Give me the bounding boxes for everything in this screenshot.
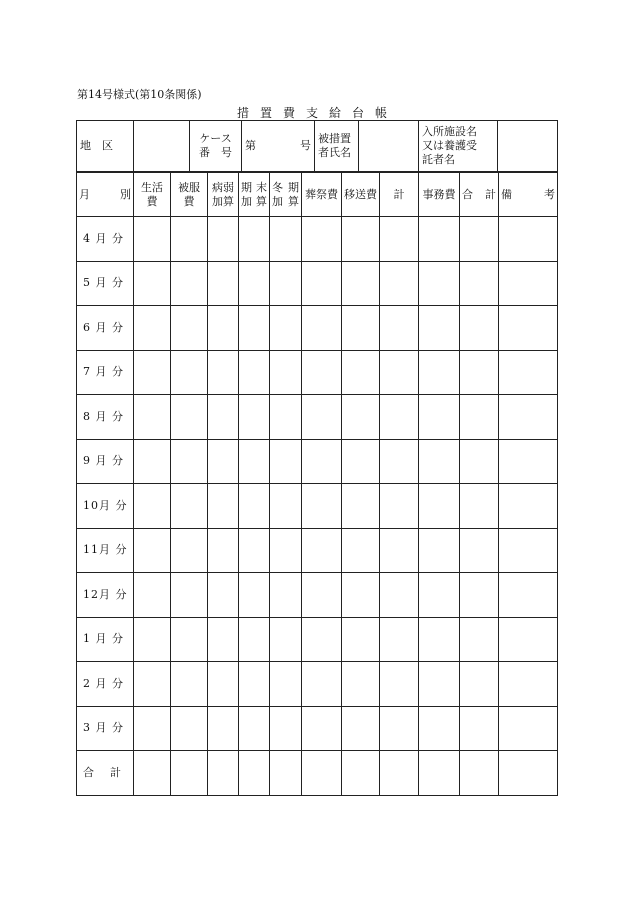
table-cell[interactable] xyxy=(134,306,171,351)
table-cell[interactable] xyxy=(460,306,499,351)
table-cell[interactable] xyxy=(239,484,270,529)
district-field[interactable] xyxy=(134,121,190,172)
table-cell[interactable] xyxy=(302,706,342,751)
table-cell[interactable] xyxy=(419,617,460,662)
table-cell[interactable] xyxy=(270,573,302,618)
table-cell[interactable] xyxy=(419,706,460,751)
table-cell[interactable] xyxy=(171,261,208,306)
table-cell[interactable] xyxy=(499,306,558,351)
table-cell[interactable] xyxy=(419,217,460,262)
table-cell[interactable] xyxy=(208,617,239,662)
table-row xyxy=(77,306,558,351)
table-cell[interactable] xyxy=(134,662,171,707)
table-cell[interactable] xyxy=(419,751,460,796)
table-cell[interactable] xyxy=(419,439,460,484)
table-cell[interactable] xyxy=(270,484,302,529)
table-cell[interactable] xyxy=(208,528,239,573)
table-cell[interactable] xyxy=(171,617,208,662)
table-cell[interactable] xyxy=(171,484,208,529)
table-cell[interactable] xyxy=(460,573,499,618)
table-cell[interactable] xyxy=(419,350,460,395)
table-cell[interactable] xyxy=(270,217,302,262)
table-cell[interactable] xyxy=(460,484,499,529)
case-number-field[interactable]: 第 号 xyxy=(242,121,315,172)
table-cell[interactable] xyxy=(342,706,380,751)
table-cell[interactable] xyxy=(499,706,558,751)
table-cell[interactable] xyxy=(302,484,342,529)
table-cell[interactable] xyxy=(134,217,171,262)
table-cell[interactable] xyxy=(302,395,342,440)
table-cell[interactable] xyxy=(270,395,302,440)
table-cell[interactable] xyxy=(419,261,460,306)
row-label: 11月 分 xyxy=(77,528,134,573)
table-cell[interactable] xyxy=(460,217,499,262)
person-name-field[interactable] xyxy=(359,121,419,172)
table-cell[interactable] xyxy=(342,662,380,707)
table-cell[interactable] xyxy=(208,261,239,306)
table-cell[interactable] xyxy=(499,484,558,529)
table-cell[interactable] xyxy=(380,439,419,484)
table-cell[interactable] xyxy=(380,484,419,529)
table-cell[interactable] xyxy=(134,617,171,662)
table-cell[interactable] xyxy=(239,350,270,395)
table-row xyxy=(77,617,558,662)
table-cell[interactable] xyxy=(460,662,499,707)
total-row xyxy=(77,751,558,796)
table-cell[interactable] xyxy=(460,261,499,306)
table-cell[interactable] xyxy=(419,528,460,573)
table-cell[interactable] xyxy=(171,662,208,707)
table-cell[interactable] xyxy=(171,395,208,440)
table-cell[interactable] xyxy=(270,528,302,573)
table-cell[interactable] xyxy=(380,217,419,262)
total-row-label: 合 計 xyxy=(77,751,134,796)
table-cell[interactable] xyxy=(342,573,380,618)
person-name-label: 被措置 者氏名 xyxy=(315,121,359,172)
table-cell[interactable] xyxy=(499,617,558,662)
form-caption: 第14号様式(第10条関係) xyxy=(77,88,202,101)
table-cell[interactable] xyxy=(270,751,302,796)
table-cell[interactable] xyxy=(302,306,342,351)
table-cell[interactable] xyxy=(239,306,270,351)
table-cell[interactable] xyxy=(302,617,342,662)
table-cell[interactable] xyxy=(171,350,208,395)
table-cell[interactable] xyxy=(380,573,419,618)
table-cell[interactable] xyxy=(499,395,558,440)
table-cell[interactable] xyxy=(499,528,558,573)
table-cell[interactable] xyxy=(419,662,460,707)
table-cell[interactable] xyxy=(134,528,171,573)
table-cell[interactable] xyxy=(208,439,239,484)
table-cell[interactable] xyxy=(380,395,419,440)
table-cell[interactable] xyxy=(499,439,558,484)
table-row xyxy=(77,662,558,707)
table-cell[interactable] xyxy=(134,484,171,529)
facility-field[interactable] xyxy=(498,121,558,172)
table-cell[interactable] xyxy=(270,306,302,351)
table-cell[interactable] xyxy=(208,306,239,351)
col-clothing: 被服費 xyxy=(171,173,208,217)
table-cell[interactable] xyxy=(302,439,342,484)
table-row xyxy=(77,261,558,306)
table-cell[interactable] xyxy=(134,439,171,484)
table-cell[interactable] xyxy=(171,217,208,262)
row-label: 1 月 分 xyxy=(77,617,134,662)
table-cell[interactable] xyxy=(171,706,208,751)
col-period-end-addition: 期 末 加 算 xyxy=(239,173,270,217)
col-month: 月 別 xyxy=(77,173,134,217)
table-cell[interactable] xyxy=(171,439,208,484)
table-cell[interactable] xyxy=(342,350,380,395)
form-title: 措置費支給台帳 xyxy=(237,106,399,120)
table-cell[interactable] xyxy=(302,217,342,262)
table-cell[interactable] xyxy=(270,662,302,707)
row-label: 2 月 分 xyxy=(77,662,134,707)
table-cell[interactable] xyxy=(342,217,380,262)
table-cell[interactable] xyxy=(499,350,558,395)
table-cell[interactable] xyxy=(419,395,460,440)
table-cell[interactable] xyxy=(270,617,302,662)
table-cell[interactable] xyxy=(460,617,499,662)
row-label: 9 月 分 xyxy=(77,439,134,484)
row-label: 7 月 分 xyxy=(77,350,134,395)
table-cell[interactable] xyxy=(208,217,239,262)
table-row xyxy=(77,439,558,484)
table-cell[interactable] xyxy=(239,751,270,796)
table-cell[interactable] xyxy=(419,306,460,351)
table-cell[interactable] xyxy=(499,662,558,707)
table-cell[interactable] xyxy=(499,217,558,262)
table-cell[interactable] xyxy=(171,573,208,618)
ledger-body xyxy=(77,217,558,796)
table-cell[interactable] xyxy=(380,306,419,351)
row-label: 5 月 分 xyxy=(77,261,134,306)
table-cell[interactable] xyxy=(208,751,239,796)
table-cell[interactable] xyxy=(239,662,270,707)
table-cell[interactable] xyxy=(380,261,419,306)
table-row xyxy=(77,484,558,529)
table-cell[interactable] xyxy=(302,261,342,306)
table-cell[interactable] xyxy=(134,350,171,395)
table-cell[interactable] xyxy=(499,261,558,306)
col-living: 生活費 xyxy=(134,173,171,217)
table-cell[interactable] xyxy=(239,217,270,262)
table-cell[interactable] xyxy=(134,573,171,618)
table-cell[interactable] xyxy=(208,706,239,751)
table-cell[interactable] xyxy=(239,528,270,573)
table-cell[interactable] xyxy=(208,395,239,440)
table-cell[interactable] xyxy=(239,261,270,306)
table-cell[interactable] xyxy=(380,528,419,573)
header-table xyxy=(76,120,558,172)
table-row xyxy=(77,528,558,573)
row-label: 8 月 分 xyxy=(77,395,134,440)
table-cell[interactable] xyxy=(342,617,380,662)
table-cell[interactable] xyxy=(270,706,302,751)
col-winter-addition: 冬 期 加 算 xyxy=(270,173,302,217)
district-label: 地 区 xyxy=(77,121,134,172)
table-cell[interactable] xyxy=(134,395,171,440)
col-sick-addition: 病弱 加算 xyxy=(208,173,239,217)
table-cell[interactable] xyxy=(342,261,380,306)
table-row xyxy=(77,706,558,751)
table-cell[interactable] xyxy=(270,350,302,395)
table-cell[interactable] xyxy=(499,751,558,796)
table-cell[interactable] xyxy=(239,395,270,440)
table-cell[interactable] xyxy=(419,484,460,529)
row-label: 12月 分 xyxy=(77,573,134,618)
table-cell[interactable] xyxy=(302,528,342,573)
col-transfer: 移送費 xyxy=(342,173,380,217)
table-cell[interactable] xyxy=(239,617,270,662)
table-cell[interactable] xyxy=(302,662,342,707)
table-row xyxy=(77,217,558,262)
table-cell[interactable] xyxy=(134,261,171,306)
table-cell[interactable] xyxy=(499,573,558,618)
row-label: 3 月 分 xyxy=(77,706,134,751)
ledger-header-row xyxy=(77,173,558,217)
table-cell[interactable] xyxy=(270,261,302,306)
table-cell[interactable] xyxy=(460,751,499,796)
table-cell[interactable] xyxy=(208,573,239,618)
table-row xyxy=(77,350,558,395)
table-cell[interactable] xyxy=(134,751,171,796)
table-cell[interactable] xyxy=(342,395,380,440)
col-funeral: 葬祭費 xyxy=(302,173,342,217)
table-cell[interactable] xyxy=(342,528,380,573)
table-cell[interactable] xyxy=(380,662,419,707)
table-cell[interactable] xyxy=(380,350,419,395)
case-number-label: ケース 番 号 xyxy=(190,121,242,172)
table-cell[interactable] xyxy=(302,751,342,796)
table-cell[interactable] xyxy=(419,573,460,618)
table-cell[interactable] xyxy=(171,751,208,796)
row-label: 6 月 分 xyxy=(77,306,134,351)
table-cell[interactable] xyxy=(342,439,380,484)
table-row xyxy=(77,395,558,440)
table-cell[interactable] xyxy=(302,350,342,395)
table-cell[interactable] xyxy=(380,617,419,662)
table-cell[interactable] xyxy=(208,350,239,395)
table-cell[interactable] xyxy=(239,573,270,618)
table-cell[interactable] xyxy=(239,439,270,484)
table-cell[interactable] xyxy=(171,306,208,351)
table-cell[interactable] xyxy=(342,306,380,351)
ledger-table xyxy=(76,172,558,796)
table-cell[interactable] xyxy=(342,751,380,796)
table-cell[interactable] xyxy=(460,528,499,573)
table-cell[interactable] xyxy=(302,573,342,618)
table-cell[interactable] xyxy=(208,484,239,529)
table-cell[interactable] xyxy=(460,439,499,484)
table-cell[interactable] xyxy=(460,350,499,395)
row-label: 10月 分 xyxy=(77,484,134,529)
table-cell[interactable] xyxy=(134,706,171,751)
table-cell[interactable] xyxy=(239,706,270,751)
table-cell[interactable] xyxy=(342,484,380,529)
row-label: 4 月 分 xyxy=(77,217,134,262)
table-cell[interactable] xyxy=(380,751,419,796)
facility-label: 入所施設名 又は養護受 託者名 xyxy=(419,121,498,172)
table-cell[interactable] xyxy=(460,706,499,751)
col-office: 事務費 xyxy=(419,173,460,217)
table-cell[interactable] xyxy=(171,528,208,573)
table-cell[interactable] xyxy=(380,706,419,751)
table-cell[interactable] xyxy=(270,439,302,484)
col-total: 合 計 xyxy=(460,173,499,217)
table-cell[interactable] xyxy=(460,395,499,440)
table-row xyxy=(77,573,558,618)
col-subtotal: 計 xyxy=(380,173,419,217)
col-remarks: 備 考 xyxy=(499,173,558,217)
table-cell[interactable] xyxy=(208,662,239,707)
